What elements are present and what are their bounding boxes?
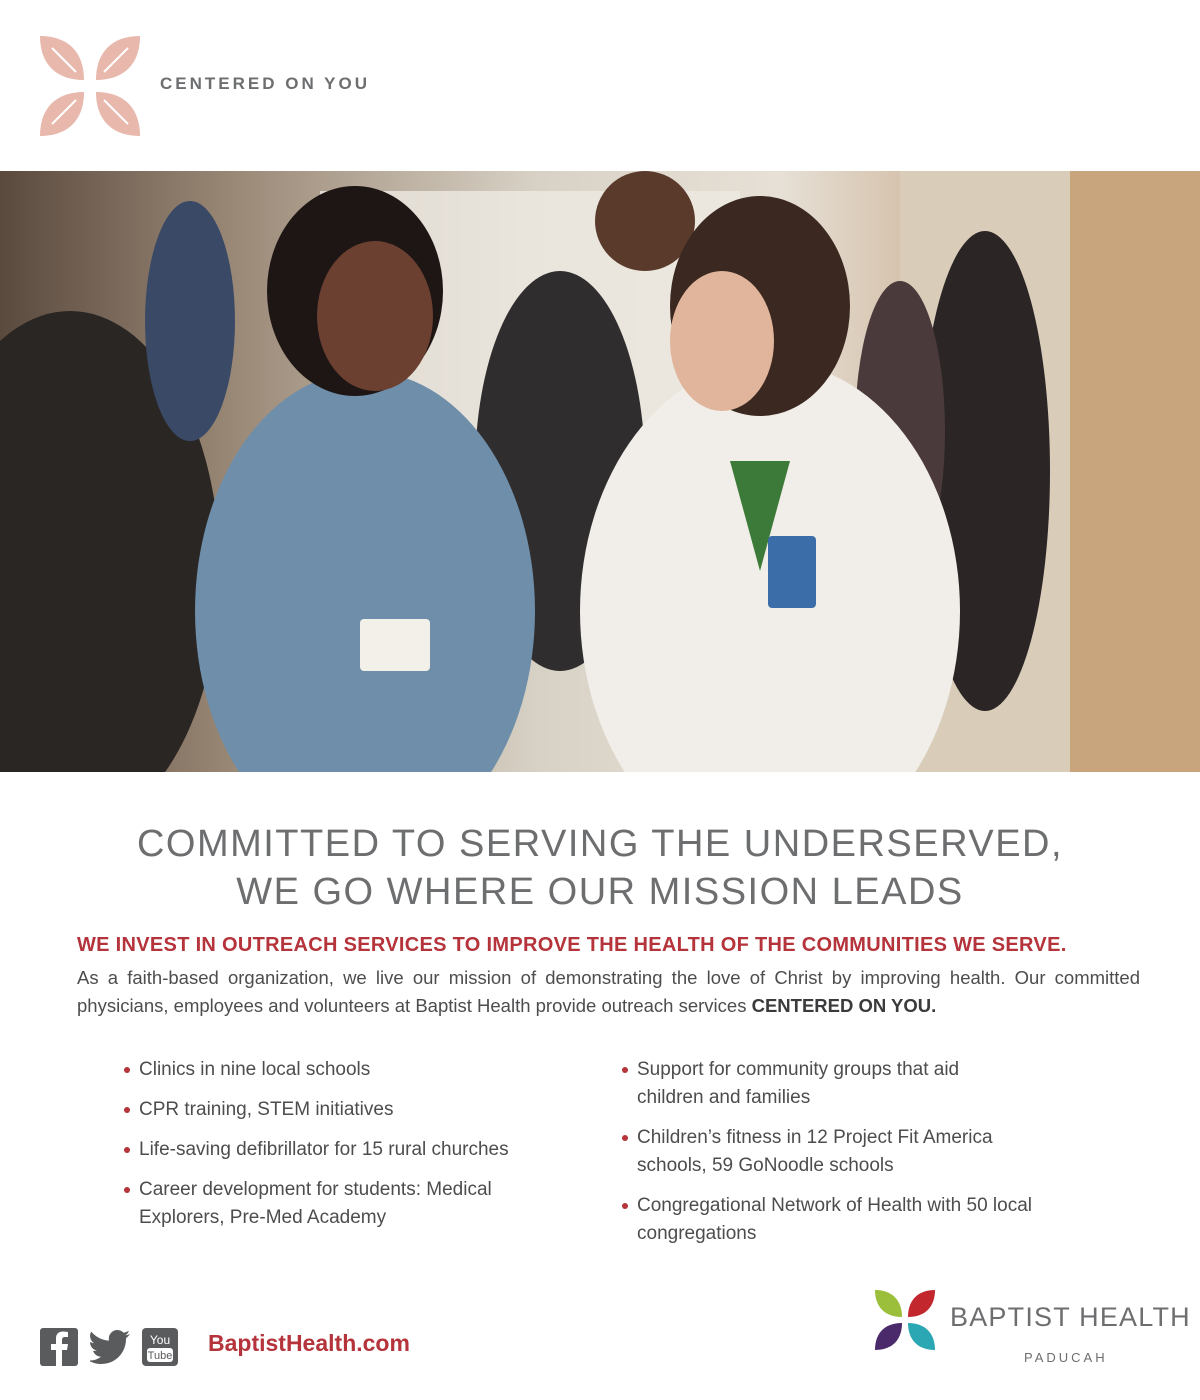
headline (0, 820, 1200, 916)
org-location: PADUCAH (1024, 1350, 1108, 1365)
tagline: CENTERED ON YOU (160, 74, 370, 93)
outreach-list-right (622, 1056, 1052, 1260)
logo-petal-red (908, 1290, 935, 1317)
website-link[interactable]: BaptistHealth.com (208, 1330, 410, 1356)
twitter-icon[interactable] (90, 1330, 130, 1364)
logo-petal-teal (908, 1323, 935, 1350)
facebook-icon[interactable] (40, 1328, 78, 1366)
headline-line-2: WE GO WHERE OUR MISSION LEADS (236, 871, 964, 913)
logo-petal-green (875, 1290, 902, 1317)
list-item: Support for community groups that aid children and families (622, 1056, 1027, 1112)
name-badge (360, 619, 430, 671)
logo-petal-purple (875, 1323, 902, 1350)
list-item: CPR training, STEM initiatives (124, 1096, 594, 1124)
outreach-list-left (124, 1056, 594, 1244)
mission-text: As a faith-based organization, we live our mission of demonstrating the love of Christ by improving health. Our committed physicians, employees and volunteers at Baptist Health provide outreach services (77, 967, 1140, 1016)
list-item: Life-saving defibrillator for 15 rural churches (124, 1136, 594, 1164)
centered-on-you-logo (38, 34, 142, 138)
list-item: Clinics in nine local schools (124, 1056, 594, 1084)
youtube-label-tube: Tube (147, 1350, 173, 1362)
subheadline: WE INVEST IN OUTREACH SERVICES TO IMPROVE THE HEALTH OF THE COMMUNITIES WE SERVE. (77, 934, 1067, 956)
hallway-scene-illustration (0, 171, 1200, 772)
list-item: Career development for students: Medical Explorers, Pre-Med Academy (124, 1176, 499, 1232)
list-item: Congregational Network of Health with 50 local congregations (622, 1192, 1047, 1248)
org-name: BAPTIST HEALTH (950, 1302, 1191, 1332)
mission-emphasis: CENTERED ON YOU. (751, 995, 937, 1016)
lockers (1070, 171, 1200, 772)
youtube-icon[interactable] (142, 1328, 178, 1366)
list-item: Children’s fitness in 12 Project Fit America schools, 59 GoNoodle schools (622, 1124, 1047, 1180)
youtube-label-you: You (149, 1333, 171, 1347)
hero-photo (0, 171, 1200, 772)
social-links (40, 1328, 178, 1366)
id-badge (768, 536, 816, 608)
mission-paragraph (77, 964, 1140, 1020)
baptist-health-logo (874, 1289, 936, 1351)
headline-line-1: COMMITTED TO SERVING THE UNDERSERVED, (136, 823, 1064, 865)
